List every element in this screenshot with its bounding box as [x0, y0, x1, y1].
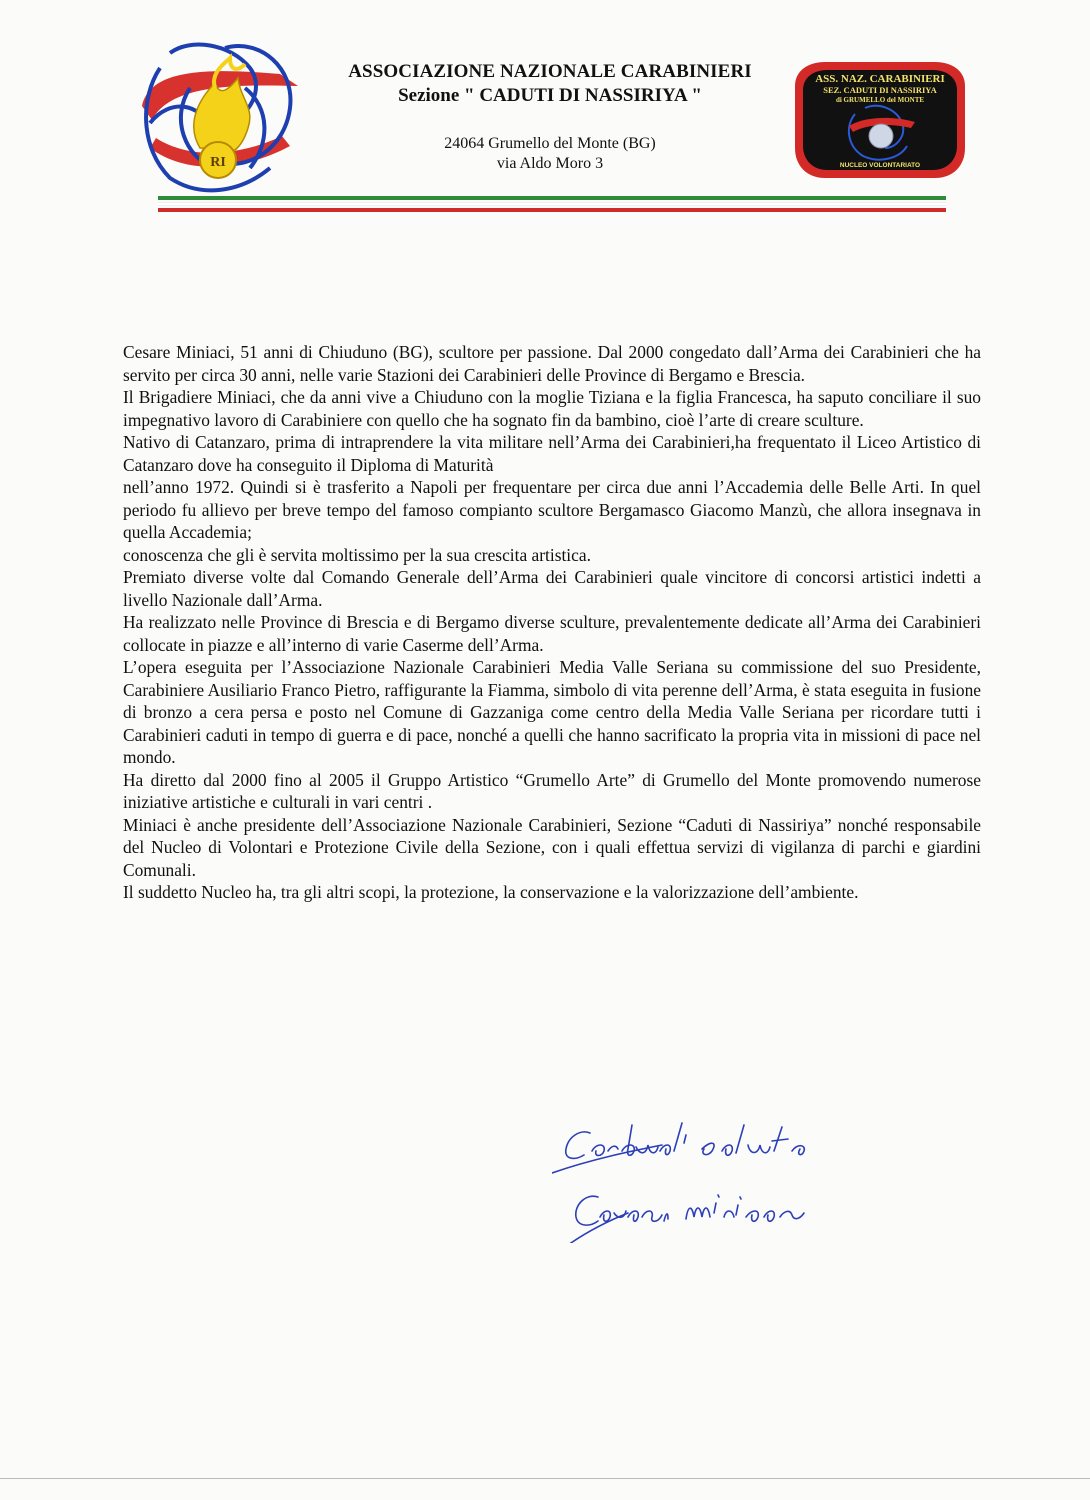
tricolore-divider: [158, 196, 946, 214]
paragraph-1: Cesare Miniaci, 51 anni di Chiuduno (BG), scultore per passione. Dal 2000 congedato dall’Arma dei Carabinieri che ha servito per circa 30 anni, nelle varie Stazioni dei Carabinieri delle Province di Bergamo e Brescia.: [123, 342, 981, 385]
letter-body: [123, 341, 981, 904]
letterhead: [300, 60, 800, 174]
badge-top-text: ASS. NAZ. CARABINIERI: [815, 73, 945, 85]
svg-text:RI: RI: [210, 155, 226, 170]
paragraph-6: Premiato diverse volte dal Comando Generale dell’Arma dei Carabinieri quale vincitore di concorsi artistici indetti a livello Nazionale dall’Arma.: [123, 567, 981, 610]
address-city: 24064 Grumello del Monte (BG): [444, 135, 656, 152]
stripe-green: [158, 196, 946, 200]
badge-bottom-text: NUCLEO VOLONTARIATO: [839, 162, 921, 169]
stripe-red: [158, 208, 946, 212]
badge-line3: di GRUMELLO del MONTE: [835, 96, 925, 104]
paper-fold-edge: [0, 1478, 1090, 1479]
badge-line2: SEZ. CADUTI DI NASSIRIYA: [823, 85, 937, 95]
signature-greeting: [552, 1115, 852, 1175]
org-name: ASSOCIAZIONE NAZIONALE CARABINIERI: [348, 61, 752, 82]
paragraph-9: Ha diretto dal 2000 fino al 2005 il Gruppo Artistico “Grumello Arte” di Grumello del Monte promovendo numerose iniziative artistiche e culturali in vari centri .: [123, 769, 981, 812]
paragraph-2: Il Brigadiere Miniaci, che da anni vive a Chiuduno con la moglie Tiziana e la figlia Francesca, ha saputo conciliare il suo impegnativo lavoro di Carabiniere con quello che ha sognato fin da bambino, cioè l’arte di creare sculture.: [123, 387, 981, 430]
address-street: via Aldo Moro 3: [496, 155, 604, 172]
handwritten-signature: [540, 1105, 860, 1265]
paragraph-10: Miniaci è anche presidente dell’Associazione Nazionale Carabinieri, Sezione “Caduti di Nassiriya” nonché responsabile del Nucleo di Volontari e Protezione Civile della Sezione, con i quali effettua servizi di vigilanza di parchi e giardini Comunali.: [123, 814, 981, 880]
stripe-white: [158, 202, 946, 206]
paragraph-11: Il suddetto Nucleo ha, tra gli altri scopi, la protezione, la conservazione e la valorizzazione dell’ambiente.: [123, 882, 859, 902]
paragraph-3: Nativo di Catanzaro, prima di intraprendere la vita militare nell’Arma dei Carabinieri,ha frequentato il Liceo Artistico di Catanzaro dove ha conseguito il Diploma di Maturità: [123, 432, 981, 475]
paragraph-8: L’opera eseguita per l’Associazione Nazionale Carabinieri Media Valle Seriana su commissione del suo Presidente, Carabiniere Ausiliario Franco Pietro, raffigurante la Fiamma, simbolo di vita perenne dell’Arma, è stata eseguita in fusione di bronzo a cera persa e posto nel Comune di Gazzaniga come centro della Media Valle Seriana per ricordare tutti i Carabinieri caduti in tempo di guerra e di pace, nonché a quelli che hanno sacrificato la propria vita in missioni di pace nel mondo.: [123, 657, 981, 767]
section-name: Sezione " CADUTI DI NASSIRIYA ": [398, 85, 702, 106]
carabinieri-emblem: [130, 28, 305, 203]
paragraph-7: Ha realizzato nelle Province di Brescia e di Bergamo diverse sculture, prevalentemente dedicate all’Arma dei Carabinieri collocate in piazze e all’interno di varie Caserme dell’Arma.: [123, 612, 981, 655]
paragraph-5: conoscenza che gli è servita moltissimo per la sua crescita artistica.: [123, 544, 591, 565]
volunteer-badge: [785, 56, 975, 184]
paragraph-4: nell’anno 1972. Quindi si è trasferito a Napoli per frequentare per circa due anni l’Accademia delle Belle Arti. In quel periodo fu allievo per breve tempo del famoso compianto scultore Bergamasco Giacomo Manzù, che allora insegnava in quella Accademia;: [123, 477, 981, 542]
signature-name: [568, 1183, 848, 1243]
